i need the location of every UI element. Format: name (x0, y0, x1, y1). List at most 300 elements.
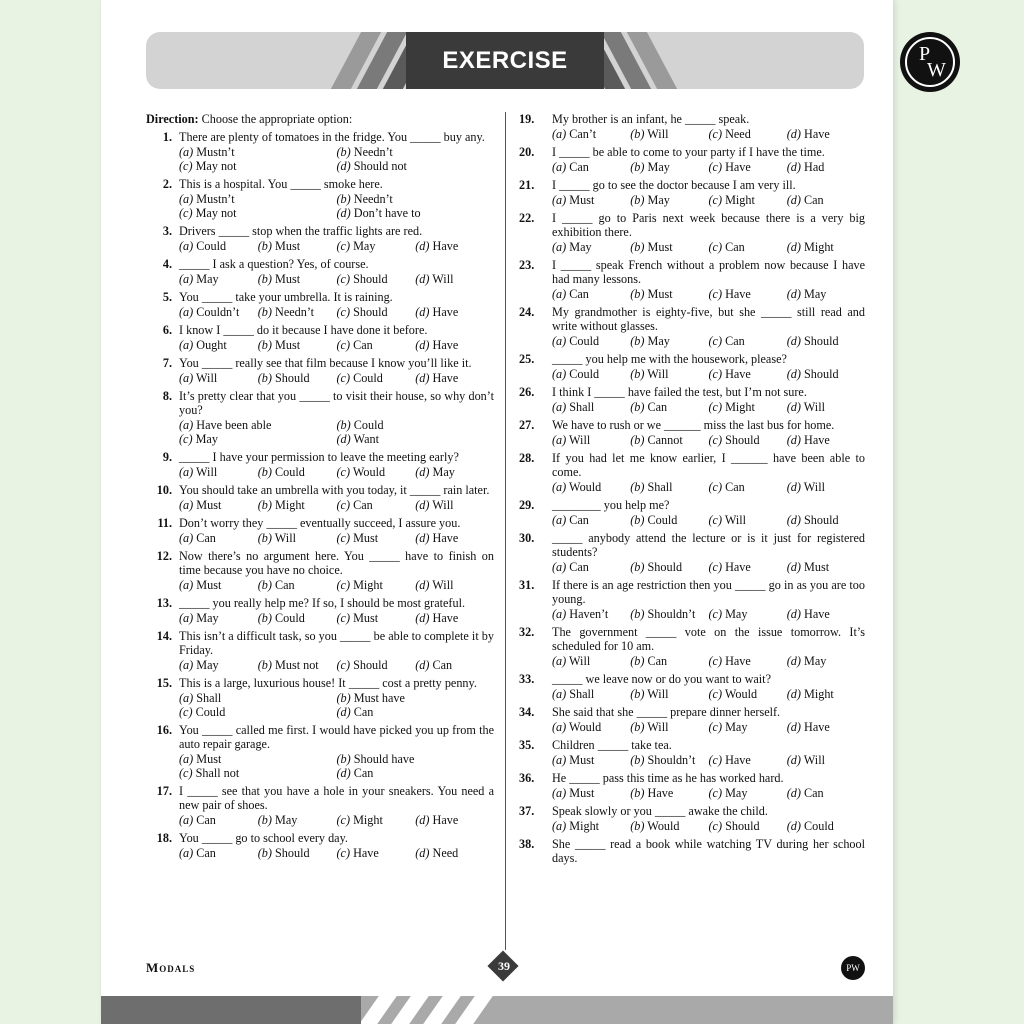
question-number: 24. (519, 305, 535, 319)
option-letter: (c) (708, 127, 723, 141)
answer-option (630, 433, 708, 447)
answer-option (709, 480, 787, 494)
option-letter: (c) (336, 239, 351, 253)
question-text: Don’t worry they _____ eventually succeed, I assure you. (179, 516, 461, 530)
option-letter: (b) (336, 752, 351, 766)
option-text: Could (275, 611, 305, 625)
answer-option (337, 338, 416, 352)
question-text: There are plenty of tomatoes in the fridge. You _____ buy any. (179, 130, 485, 144)
option-list (552, 687, 865, 701)
option-list (552, 560, 865, 574)
question-item (146, 356, 494, 385)
option-list (552, 193, 865, 207)
option-text: Must (196, 752, 222, 766)
option-text: Want (353, 432, 379, 446)
answer-option (630, 193, 708, 207)
option-text: Have (432, 305, 459, 319)
option-letter: (b) (630, 607, 645, 621)
question-text: She _____ read a book while watching TV during her school days. (552, 837, 865, 865)
option-text: Need (725, 127, 751, 141)
option-text: Couldn’t (196, 305, 240, 319)
option-letter: (d) (786, 607, 801, 621)
answer-option (630, 160, 708, 174)
question-item (146, 676, 494, 719)
option-letter: (d) (786, 127, 801, 141)
option-list (552, 819, 865, 833)
answer-option (337, 705, 495, 719)
option-text: Have (804, 433, 830, 447)
answer-option (552, 480, 630, 494)
answer-option (709, 819, 787, 833)
option-letter: (b) (336, 192, 351, 206)
option-list (552, 160, 865, 174)
option-text: Might (804, 240, 834, 254)
option-letter: (a) (179, 611, 194, 625)
answer-option (337, 432, 495, 446)
option-text: Will (432, 498, 454, 512)
option-letter: (d) (786, 287, 801, 301)
option-letter: (b) (630, 433, 645, 447)
answer-option (630, 819, 708, 833)
answer-option (630, 367, 708, 381)
option-text: Would (569, 480, 602, 494)
answer-option (630, 240, 708, 254)
option-list (552, 720, 865, 734)
option-letter: (a) (552, 240, 567, 254)
question-number: 35. (519, 738, 535, 752)
answer-option (552, 513, 630, 527)
answer-option (787, 720, 865, 734)
option-letter: (b) (630, 654, 645, 668)
option-text: Can (647, 400, 668, 414)
option-text: Have (725, 287, 751, 301)
option-text: Shall (569, 400, 595, 414)
question-text: Speak slowly or you _____ awake the child. (552, 804, 768, 818)
option-letter: (d) (415, 658, 430, 672)
question-text: If you had let me know earlier, I ______ have been able to come. (552, 451, 865, 479)
question-text: I know I _____ do it because I have done it before. (179, 323, 428, 337)
option-text: Could (353, 371, 383, 385)
answer-option (630, 560, 708, 574)
option-list (552, 334, 865, 348)
option-letter: (a) (179, 145, 194, 159)
answer-option (630, 513, 708, 527)
option-letter: (a) (552, 560, 567, 574)
answer-option (709, 687, 787, 701)
option-letter: (b) (336, 145, 351, 159)
question-number: 28. (519, 451, 535, 465)
option-letter: (c) (708, 433, 723, 447)
option-list (179, 192, 494, 220)
left-column (146, 112, 494, 864)
option-letter: (d) (786, 560, 801, 574)
option-text: Might (353, 813, 383, 827)
option-text: Can (196, 531, 216, 545)
question-item (146, 323, 494, 352)
answer-option (179, 813, 258, 827)
question-number: 8. (162, 389, 172, 403)
option-list (552, 513, 865, 527)
option-text: Will (647, 367, 669, 381)
answer-option (179, 239, 258, 253)
option-text: Must not (275, 658, 319, 672)
answer-option (630, 654, 708, 668)
answer-option (787, 560, 865, 574)
option-text: Could (275, 465, 305, 479)
option-letter: (d) (786, 654, 801, 668)
answer-option (709, 786, 787, 800)
question-number: 4. (162, 257, 172, 271)
answer-option (415, 846, 494, 860)
option-letter: (b) (630, 753, 645, 767)
question-number: 27. (519, 418, 535, 432)
question-number: 19. (519, 112, 535, 126)
option-letter: (d) (786, 367, 801, 381)
option-text: Have (804, 720, 830, 734)
answer-option (179, 192, 337, 206)
answer-option (552, 753, 630, 767)
option-text: Shall (196, 691, 222, 705)
question-number: 11. (157, 516, 172, 530)
answer-option (415, 272, 494, 286)
option-text: Can (725, 240, 745, 254)
option-text: May (195, 432, 218, 446)
option-text: Would (647, 819, 680, 833)
option-letter: (c) (336, 465, 351, 479)
option-letter: (a) (552, 367, 567, 381)
option-text: Have (432, 371, 459, 385)
question-text: ________ you help me? (552, 498, 670, 512)
option-list (179, 272, 494, 286)
answer-option (179, 752, 337, 766)
option-text: Shouldn’t (647, 607, 696, 621)
answer-option (415, 813, 494, 827)
question-text: We have to rush or we ______ miss the last bus for home. (552, 418, 835, 432)
option-text: Can (804, 786, 824, 800)
option-letter: (a) (179, 752, 194, 766)
answer-option (787, 513, 865, 527)
option-letter: (d) (786, 480, 801, 494)
option-letter: (a) (552, 193, 567, 207)
option-letter: (b) (336, 418, 351, 432)
answer-option (552, 433, 630, 447)
option-text: Have (725, 560, 751, 574)
question-text: _____ you help me with the housework, please? (552, 352, 787, 366)
question-list-left (146, 130, 494, 860)
answer-option (179, 145, 337, 159)
option-text: Might (275, 498, 305, 512)
answer-option (415, 305, 494, 319)
answer-option (787, 193, 865, 207)
option-letter: (a) (179, 272, 194, 286)
answer-option (179, 498, 258, 512)
option-text: Needn’t (353, 192, 393, 206)
option-text: Can (647, 654, 668, 668)
footer-stripe (455, 996, 493, 1024)
option-text: Can (196, 846, 216, 860)
question-item (519, 804, 865, 833)
answer-option (258, 305, 337, 319)
option-text: Should (275, 371, 310, 385)
question-item (146, 483, 494, 512)
option-text: Can (353, 766, 374, 780)
option-letter: (d) (415, 578, 430, 592)
answer-option (337, 371, 416, 385)
option-text: May (804, 287, 827, 301)
option-text: Mustn’t (196, 192, 235, 206)
option-letter: (b) (257, 498, 272, 512)
option-letter: (c) (708, 753, 723, 767)
option-text: Will (647, 687, 669, 701)
option-letter: (a) (552, 480, 567, 494)
answer-option (337, 206, 495, 220)
option-text: Will (647, 127, 669, 141)
option-text: Could (804, 819, 834, 833)
answer-option (179, 272, 258, 286)
option-letter: (a) (552, 819, 567, 833)
answer-option (179, 691, 337, 705)
option-text: Can (569, 513, 589, 527)
option-text: Could (569, 367, 600, 381)
question-text: I _____ go to Paris next week because there is a very big exhibition there. (552, 211, 865, 239)
option-letter: (a) (179, 691, 194, 705)
answer-option (552, 687, 630, 701)
option-text: Should (353, 305, 388, 319)
option-text: Have (432, 813, 459, 827)
question-item (519, 498, 865, 527)
right-column (519, 112, 865, 869)
option-letter: (a) (179, 239, 194, 253)
option-text: Had (804, 160, 825, 174)
question-item (146, 130, 494, 173)
answer-option (709, 654, 787, 668)
option-text: Have (432, 338, 459, 352)
answer-option (552, 127, 630, 141)
option-list (552, 654, 865, 668)
answer-option (787, 480, 865, 494)
option-list (179, 338, 494, 352)
question-item (519, 451, 865, 494)
question-text: Now there’s no argument here. You _____ have to finish on time because you have no choice. (179, 549, 494, 577)
option-text: Might (725, 193, 755, 207)
answer-option (179, 206, 337, 220)
option-list (552, 480, 865, 494)
answer-option (787, 753, 865, 767)
answer-option (552, 560, 630, 574)
option-text: Must (275, 239, 301, 253)
option-text: Would (724, 687, 758, 701)
option-text: Cannot (647, 433, 683, 447)
question-number: 26. (519, 385, 535, 399)
option-text: Could (196, 239, 227, 253)
answer-option (258, 611, 337, 625)
question-text: It’s pretty clear that you _____ to visit their house, so why don’t you? (179, 389, 494, 417)
question-text: This is a hospital. You _____ smoke here. (179, 177, 383, 191)
answer-option (630, 687, 708, 701)
option-letter: (b) (630, 334, 645, 348)
question-number: 12. (156, 549, 172, 563)
question-text: This is a large, luxurious house! It _____ cost a pretty penny. (179, 676, 477, 690)
option-text: Might (569, 819, 600, 833)
question-number: 37. (519, 804, 535, 818)
option-text: Can (196, 813, 216, 827)
option-text: Can (353, 338, 373, 352)
option-text: May (725, 786, 748, 800)
option-letter: (d) (786, 513, 801, 527)
question-item (146, 257, 494, 286)
question-item (146, 784, 494, 827)
option-text: Needn’t (353, 145, 393, 159)
option-text: May (725, 720, 748, 734)
answer-option (787, 400, 865, 414)
answer-option (337, 531, 416, 545)
option-text: May (647, 193, 670, 207)
option-letter: (c) (336, 305, 351, 319)
option-letter: (c) (708, 513, 723, 527)
option-list (552, 287, 865, 301)
direction-line (146, 112, 494, 126)
answer-option (258, 465, 337, 479)
option-text: Haven’t (569, 607, 609, 621)
question-number: 10. (156, 483, 172, 497)
answer-option (709, 287, 787, 301)
answer-option (258, 813, 337, 827)
answer-option (709, 753, 787, 767)
question-text: I _____ see that you have a hole in your sneakers. You need a new pair of shoes. (179, 784, 494, 812)
question-text: My grandmother is eighty-five, but she _____ still read and write without glasses. (552, 305, 865, 333)
option-letter: (b) (257, 658, 272, 672)
answer-option (179, 705, 337, 719)
question-number: 23. (519, 258, 535, 272)
answer-option (787, 786, 865, 800)
answer-option (179, 371, 258, 385)
question-number: 25. (519, 352, 535, 366)
option-letter: (d) (415, 498, 430, 512)
question-item (519, 672, 865, 701)
option-text: Should (647, 560, 683, 574)
answer-option (709, 160, 787, 174)
question-item (146, 629, 494, 672)
option-list (552, 786, 865, 800)
answer-option (258, 239, 337, 253)
option-text: Shall (569, 687, 595, 701)
option-letter: (d) (786, 400, 801, 414)
option-letter: (b) (630, 480, 645, 494)
answer-option (787, 287, 865, 301)
answer-option (179, 611, 258, 625)
option-letter: (a) (179, 338, 194, 352)
answer-option (258, 846, 337, 860)
option-letter: (d) (786, 334, 801, 348)
question-item (519, 305, 865, 348)
answer-option (709, 513, 787, 527)
option-list (552, 367, 865, 381)
option-text: May (804, 654, 827, 668)
option-letter: (a) (552, 400, 567, 414)
chapter-label: Modals (146, 960, 196, 975)
option-letter: (d) (415, 531, 430, 545)
option-text: Could (353, 418, 384, 432)
question-item (146, 290, 494, 319)
question-number: 13. (156, 596, 172, 610)
question-text: You _____ go to school every day. (179, 831, 348, 845)
option-text: Should not (353, 159, 407, 173)
option-letter: (d) (415, 239, 430, 253)
option-list (179, 239, 494, 253)
option-letter: (c) (336, 338, 351, 352)
answer-option (709, 400, 787, 414)
option-text: Might (804, 687, 834, 701)
logo-letter-w: W (927, 59, 946, 81)
question-number: 18. (156, 831, 172, 845)
page-title: EXERCISE (406, 32, 604, 89)
answer-option (630, 127, 708, 141)
option-text: Can (432, 658, 453, 672)
answer-option (415, 578, 494, 592)
option-text: May (432, 465, 455, 479)
answer-option (709, 240, 787, 254)
option-text: Must (569, 753, 595, 767)
option-text: Should (804, 334, 839, 348)
option-letter: (c) (336, 498, 351, 512)
option-text: Will (432, 272, 454, 286)
answer-option (630, 607, 708, 621)
answer-option (258, 498, 337, 512)
question-list-right (519, 112, 865, 865)
option-text: Will (274, 531, 296, 545)
option-text: Need (432, 846, 459, 860)
option-text: Should (725, 433, 760, 447)
option-letter: (b) (257, 611, 272, 625)
option-letter: (b) (630, 819, 645, 833)
option-text: Can (569, 560, 589, 574)
answer-option (337, 465, 416, 479)
answer-option (630, 400, 708, 414)
option-letter: (b) (336, 691, 351, 705)
option-letter: (b) (257, 578, 272, 592)
question-text: I think I _____ have failed the test, but I’m not sure. (552, 385, 807, 399)
option-text: Should (804, 367, 839, 381)
option-list (179, 578, 494, 592)
answer-option (179, 658, 258, 672)
option-letter: (b) (630, 400, 645, 414)
question-text: He _____ pass this time as he has worked hard. (552, 771, 784, 785)
option-letter: (d) (415, 846, 430, 860)
answer-option (552, 287, 630, 301)
answer-option (630, 334, 708, 348)
pw-logo-ring (905, 37, 955, 87)
option-text: May (196, 658, 219, 672)
option-text: Must (275, 272, 301, 286)
option-letter: (c) (336, 371, 351, 385)
option-text: Shouldn’t (647, 753, 696, 767)
option-list (179, 498, 494, 512)
question-text: I _____ speak French without a problem now because I have had many lessons. (552, 258, 865, 286)
option-letter: (a) (552, 513, 567, 527)
option-letter: (c) (708, 367, 723, 381)
question-item (519, 578, 865, 621)
question-item (519, 837, 865, 865)
answer-option (630, 287, 708, 301)
option-text: May not (195, 206, 237, 220)
option-text: Can (275, 578, 295, 592)
option-text: Have (804, 127, 830, 141)
option-letter: (a) (552, 720, 567, 734)
option-letter: (c) (179, 206, 193, 220)
answer-option (179, 465, 258, 479)
question-text: _____ you really help me? If so, I should be most grateful. (179, 596, 466, 610)
option-text: Will (569, 433, 591, 447)
